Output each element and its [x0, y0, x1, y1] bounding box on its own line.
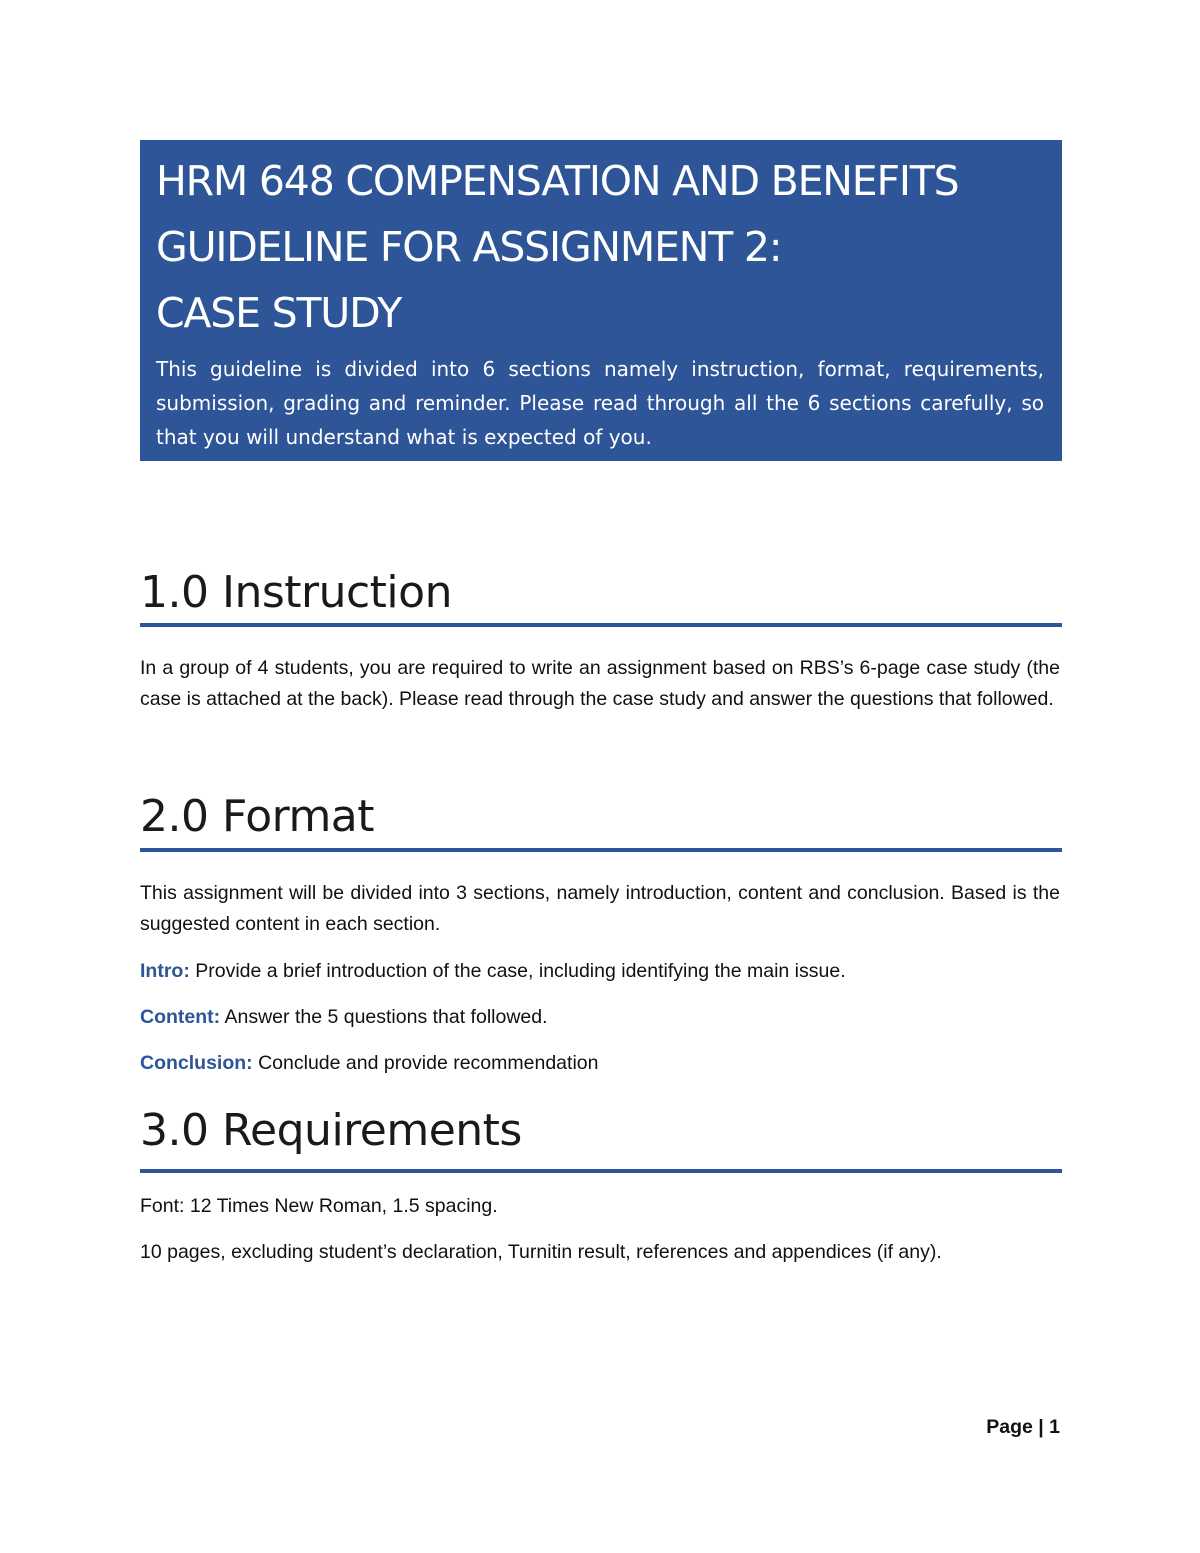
format-item-intro	[140, 956, 1060, 987]
document-title-line-2: GUIDELINE FOR ASSIGNMENT 2:	[156, 223, 782, 271]
format-item-conclusion	[140, 1048, 1060, 1079]
document-title-line-1: HRM 648 COMPENSATION AND BENEFITS	[156, 157, 959, 205]
format-item-intro-text: Provide a brief introduction of the case, including identifying the main issue.	[189, 960, 846, 982]
title-box	[140, 140, 1062, 461]
section-divider-format	[140, 848, 1062, 852]
format-item-conclusion-label: Conclusion:	[140, 1052, 253, 1074]
section-divider-requirements	[140, 1169, 1062, 1173]
section-heading-format: 2.0 Format	[140, 791, 375, 842]
format-item-content-label: Content:	[140, 1006, 221, 1028]
requirements-pages-line: 10 pages, excluding student’s declaration, Turnitin result, references and appendices (if any).	[140, 1241, 942, 1263]
requirements-font-line: Font: 12 Times New Roman, 1.5 spacing.	[140, 1195, 498, 1217]
document-title-line-3: CASE STUDY	[156, 289, 402, 337]
format-paragraph: This assignment will be divided into 3 sections, namely introduction, content and conclusion. Based is the suggested content in each section.	[140, 882, 1060, 935]
instruction-paragraph: In a group of 4 students, you are required to write an assignment based on RBS’s 6-page case study (the case is attached at the back). Please read through the case study and answer the questions that followed.	[140, 657, 1060, 710]
format-item-content	[140, 1002, 1060, 1033]
section-heading-requirements: 3.0 Requirements	[140, 1105, 522, 1156]
page-number: Page | 1	[986, 1416, 1060, 1438]
format-item-content-text: Answer the 5 questions that followed.	[220, 1006, 548, 1028]
guideline-description: This guideline is divided into 6 sections namely instruction, format, requirements, submission, grading and reminder. Please read through all the 6 sections carefully, so that you will understand what is expected of you.	[156, 357, 1044, 449]
section-heading-instruction: 1.0 Instruction	[140, 567, 452, 618]
section-divider-instruction	[140, 623, 1062, 627]
format-item-intro-label: Intro:	[140, 960, 190, 982]
format-item-conclusion-text: Conclude and provide recommendation	[252, 1052, 599, 1074]
